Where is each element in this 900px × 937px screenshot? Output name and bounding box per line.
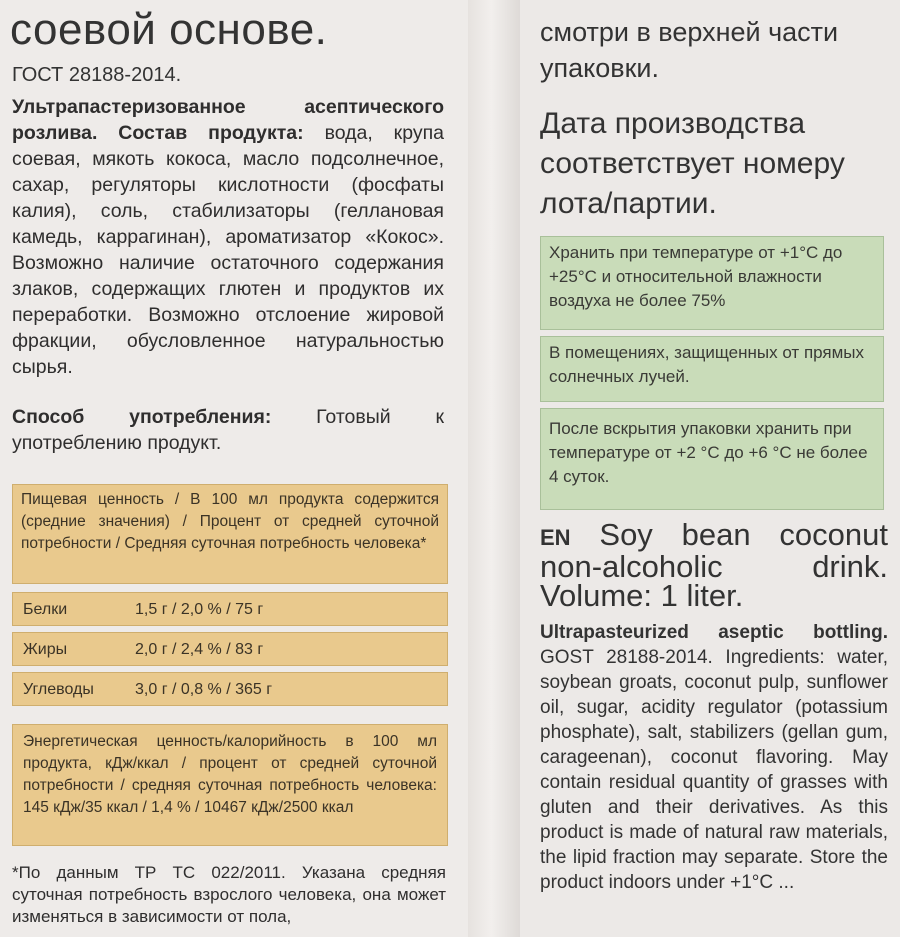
storage-conditions-2: В помещениях, защищенных от прямых солнечных лучей. [540, 336, 884, 402]
english-ingredients: GOST 28188-2014. Ingredients: water, soybean groats, coconut pulp, sunflower oil, sugar, acidity regulator (potassium phosphate), salt, stabilizers (gellan gum, carageenan), coconut flavoring. May contain residual quantity of grasses with gluten and their derivatives. As this product is made of natural raw materials, the lipid fraction may separate. Store the product indoors under +1°C ... [540, 647, 888, 893]
nutrition-row-value: 2,0 г / 2,4 % / 83 г [135, 641, 264, 658]
nutrition-row-label: Белки [23, 601, 68, 618]
nutrition-row-label: Жиры [23, 641, 68, 658]
composition-bold: Ультрапастеризованное асептического розлива. Состав продукта: [12, 96, 444, 144]
composition-list: вода, крупа соевая, мякоть кокоса, масло подсолнечное, сахар, регуляторы кислотности (фосфаты калия), соль, стабилизаторы (геллановая камедь, каррагинан), ароматизатор «Кокос». Возможно наличие остаточного содержания злаков, содержащих глютен и продуктов их переработки. Возможно отслоение жировой фракции, обусловленное натуральностью сырья. [12, 122, 444, 378]
english-description [540, 620, 888, 895]
english-bold: Ultrapasteurized aseptic bottling. [540, 622, 888, 643]
production-date-text: Дата производства соответствует номеру лота/партии. [540, 107, 845, 220]
english-product-name: Soy bean coconut non-alcoholic drink. Volume: 1 liter. [540, 517, 888, 613]
footnote: *По данным ТР ТС 022/2011. Указана средняя суточная потребность взрослого человека, она может изменяться в зависимости от пола, [12, 863, 446, 926]
right-content [520, 0, 900, 937]
usage-body: Готовый к употреблению продукт. [12, 406, 444, 454]
english-title [540, 517, 888, 613]
language-tag: EN [540, 525, 571, 550]
gost-label: ГОСТ 28188-2014. [12, 64, 182, 86]
energy-value-box: Энергетическая ценность/калорийность в 100 мл продукта, кДж/ккал / процент от средней суточной потребности / средняя суточная потребность человека: 145 кДж/35 ккал / 1,4 % / 10467 кДж/2500 ккал [12, 724, 448, 846]
usage-bold: Способ употребления: [12, 406, 272, 428]
product-heading: соевой основе. [10, 5, 328, 54]
package-fold [468, 0, 520, 937]
nutrition-header: Пищевая ценность / В 100 мл продукта содержится (средние значения) / Процент от средней суточной потребности / Средняя суточная потребность человека* [12, 484, 448, 584]
usage-text [12, 404, 444, 456]
nutrition-row-label: Углеводы [23, 681, 94, 698]
storage-conditions-3: После вскрытия упаковки хранить при температуре от +2 °С до +6 °С не более 4 суток. [540, 408, 884, 510]
composition-text [12, 94, 444, 380]
nutrition-row-carbs [12, 672, 448, 706]
nutrition-row-fat [12, 632, 448, 666]
nutrition-row-protein [12, 592, 448, 626]
nutrition-row-value: 1,5 г / 2,0 % / 75 г [135, 601, 264, 618]
nutrition-row-value: 3,0 г / 0,8 % / 365 г [135, 681, 273, 698]
storage-conditions-1: Хранить при температуре от +1°С до +25°С и относительной влажности воздуха не более 75% [540, 236, 884, 330]
lot-info-text: смотри в верхней части упаковки. [540, 17, 839, 83]
